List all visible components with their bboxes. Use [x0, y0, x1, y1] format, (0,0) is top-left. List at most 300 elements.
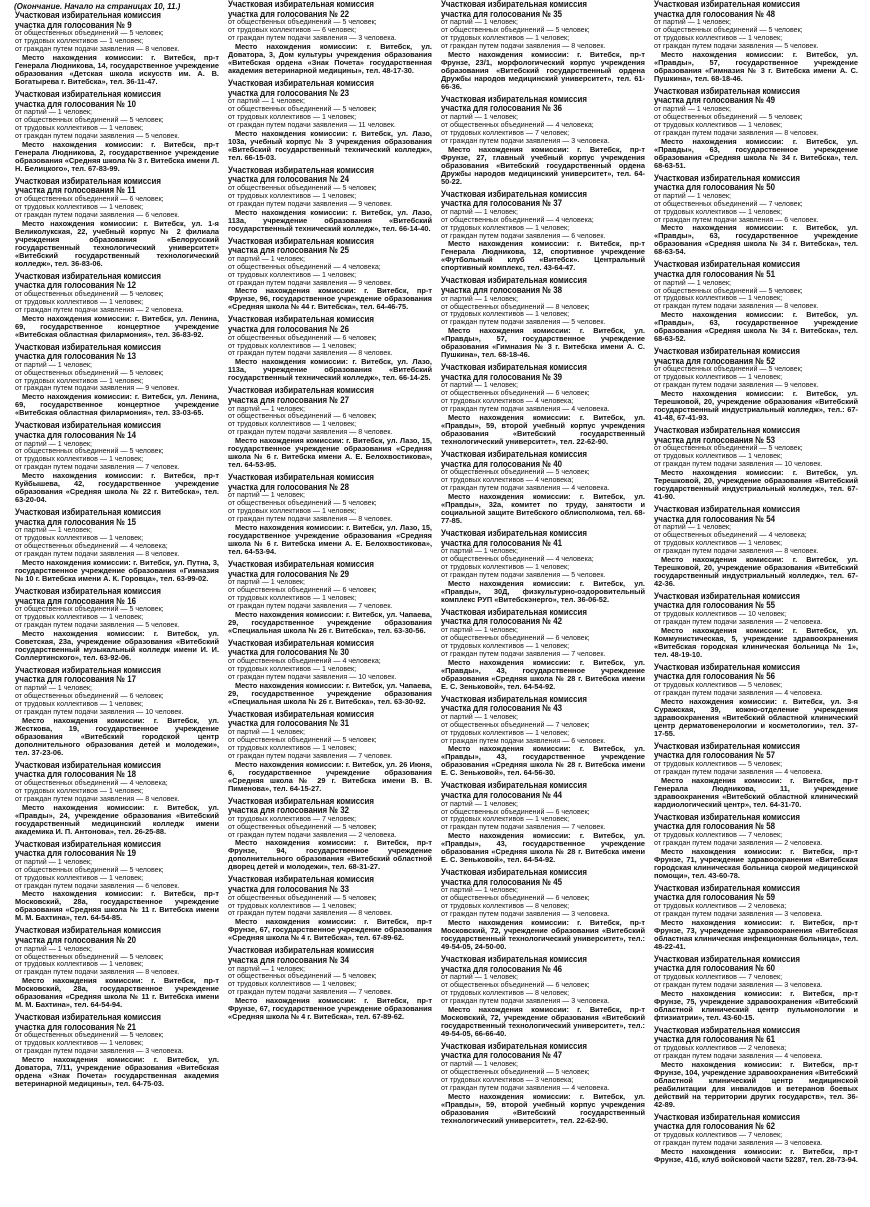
- member-count: 7 человек;: [747, 1131, 783, 1140]
- commission-location: [654, 627, 858, 659]
- member-source: от трудовых коллективов —: [441, 310, 535, 319]
- member-count: 8 человек.: [784, 302, 819, 311]
- member-source: от партий —: [15, 360, 58, 369]
- commission-location: [15, 472, 219, 504]
- commission-entry: [228, 560, 432, 635]
- column-3: [438, 0, 651, 1207]
- entry-precinct-number: участка для голосования № 14: [15, 429, 137, 440]
- commission-location: [228, 524, 432, 556]
- member-source: от общественных объединений —: [228, 183, 343, 192]
- entry-heading: Участковая избирательная комиссия: [15, 838, 161, 849]
- member-source: от граждан путем подачи заявления —: [228, 988, 359, 997]
- location-label: Место нахождения комиссии:: [22, 313, 135, 323]
- commission-entry: [441, 95, 645, 186]
- location-label: Место нахождения комиссии:: [235, 357, 353, 367]
- commission-entry: [228, 315, 432, 382]
- member-count: 1 человек;: [57, 684, 92, 693]
- member-count: 4 человека.: [571, 405, 610, 414]
- member-source: от общественных объединений —: [228, 499, 343, 508]
- member-source: от трудовых коллективов —: [228, 743, 322, 752]
- entry-precinct-number: участка для голосования № 47: [441, 1050, 563, 1061]
- member-source: от трудовых коллективов —: [15, 534, 109, 543]
- location-text: г. Витебск, пр-т Фрунзе, 67, государственное учреждение образования «Средняя школа № 4 г. Витебска», тел. 67-89-62.: [228, 917, 432, 943]
- member-source: от общественных объединений —: [654, 531, 769, 540]
- member-count: 3 человека;: [534, 1075, 574, 1084]
- commission-location: [228, 287, 432, 311]
- entry-precinct-number: участка для голосования № 36: [441, 103, 563, 114]
- member-source: от трудовых коллективов —: [228, 593, 322, 602]
- member-count: 1 человек;: [108, 699, 144, 708]
- member-source: от трудовых коллективов —: [654, 452, 748, 461]
- member-count: 7 человек.: [358, 601, 393, 610]
- location-label: Место нахождения комиссии:: [22, 218, 144, 228]
- member-count: 1 человек;: [321, 593, 357, 602]
- commission-entry: [654, 955, 858, 1022]
- member-source: от трудовых коллективов —: [441, 223, 535, 232]
- member-source: от трудовых коллективов —: [441, 34, 535, 42]
- member-source: от граждан путем подачи заявления —: [441, 1083, 572, 1092]
- commission-entry: [441, 868, 645, 951]
- member-source: от граждан путем подачи заявления —: [15, 707, 146, 716]
- member-source: от общественных объединений —: [441, 1067, 556, 1076]
- member-source: от граждан путем подачи заявления —: [441, 41, 572, 50]
- commission-location: [228, 358, 432, 382]
- entry-heading: Участковая избирательная комиссия: [15, 664, 161, 675]
- member-count: 5 человек;: [129, 952, 164, 961]
- commission-location: [15, 54, 219, 86]
- member-count: 6 человек;: [555, 389, 590, 398]
- commission-location: [654, 848, 858, 880]
- member-count: 6 человек;: [555, 633, 590, 642]
- entry-precinct-number: участка для голосования № 44: [441, 790, 563, 800]
- member-count: 3 человека.: [571, 996, 610, 1005]
- member-count: 5 человек;: [129, 116, 164, 124]
- member-count: 5 человек;: [768, 286, 803, 295]
- member-source: от трудовых коллективов —: [228, 420, 322, 429]
- member-count: 4 человека;: [342, 656, 381, 665]
- commission-location: [441, 659, 645, 691]
- location-label: Место нахождения комиссии:: [22, 471, 152, 481]
- member-source: от трудовых коллективов —: [228, 664, 322, 673]
- member-count: 1 человек;: [270, 578, 305, 587]
- location-text: г. Витебск, ул. 26 Июня, 6, государственное учреждение образования «Средняя школа № 29 г. Витебска имени В. В. Пименова», тел. 64-15-27.: [228, 759, 432, 793]
- entry-heading: Участковая избирательная комиссия: [15, 1012, 161, 1023]
- member-source: от трудовых коллективов —: [441, 1075, 535, 1084]
- member-source: от трудовых коллективов —: [654, 120, 748, 129]
- member-count: 6 человек.: [784, 215, 819, 224]
- member-count: 1 человек;: [57, 526, 92, 535]
- member-count: 4 человека;: [129, 778, 168, 787]
- member-count: 4 человека;: [555, 120, 594, 129]
- member-count: 1 человек;: [270, 964, 305, 973]
- commission-location: [228, 43, 432, 75]
- commission-entry: [228, 166, 432, 233]
- member-source: от граждан путем подачи заявления —: [654, 980, 785, 989]
- commission-entry: [15, 666, 219, 757]
- member-count: 4 человека;: [555, 555, 594, 564]
- member-count: 8 человек.: [145, 968, 180, 977]
- location-label: Место нахождения комиссии:: [22, 715, 154, 725]
- commission-location: [654, 777, 858, 809]
- location-label: Место нахождения комиссии:: [661, 554, 793, 564]
- member-source: от граждан путем подачи заявления —: [654, 838, 785, 847]
- member-source: от граждан путем подачи заявления —: [654, 215, 785, 224]
- member-count: 1 человек;: [747, 34, 783, 42]
- entry-precinct-number: участка для голосования № 56: [654, 671, 776, 682]
- member-source: от общественных объединений —: [15, 29, 130, 38]
- member-source: от трудовых коллективов —: [441, 397, 535, 406]
- commission-entry: [441, 695, 645, 778]
- location-text: г. Витебск, ул. Доватора, 3, Дом культуры учреждения образования «Витебская ордена «Знак Почета» государственная академия ветеринарной медицины», тел. 48-17-30.: [228, 41, 432, 75]
- commission-location: [228, 918, 432, 942]
- member-source: от общественных объединений —: [441, 215, 556, 224]
- location-label: Место нахождения комиссии:: [235, 207, 353, 217]
- member-count: 5 человек;: [129, 605, 164, 614]
- member-count: 7 человек.: [571, 649, 606, 658]
- location-text: г. Витебск, пр-т Генерала Людникова, 14, государственное учреждение образования «Детская школа искусств им. А. В. Богатырева г. Витебска», тел. 36-11-47.: [15, 52, 219, 86]
- member-count: 8 человек.: [145, 45, 180, 53]
- member-source: от трудовых коллективов —: [654, 1044, 748, 1053]
- member-count: 4 человека;: [129, 542, 168, 551]
- entry-precinct-number: участка для голосования № 57: [654, 750, 776, 761]
- commission-location: [654, 556, 858, 588]
- member-count: 2 человека.: [145, 305, 184, 314]
- member-source: от трудовых коллективов —: [654, 831, 748, 840]
- member-count: 3 человека.: [358, 34, 397, 42]
- entry-precinct-number: участка для голосования № 24: [228, 174, 350, 185]
- location-text: г. Витебск, пр-т Куйбышева, 42, государственное учреждение образования «Средняя школа № 22 г. Витебска», тел. 63-20-04.: [15, 471, 219, 505]
- member-source: от трудовых коллективов —: [441, 902, 535, 911]
- location-text: г. Витебск, пр-т Фрунзе, 96, государственное учреждение образования «Средняя школа № 44 г. Витебска», тел. 64-46-75.: [228, 286, 432, 312]
- member-source: от партий —: [441, 207, 484, 216]
- entry-heading: Участковая избирательная комиссия: [15, 175, 161, 186]
- location-text: г. Витебск, ул. Коммунистическая, 5, учреждение здравоохранения «Витебская городская клиническая больница № 1», тел. 48-19-10.: [654, 625, 858, 659]
- member-source: от партий —: [228, 491, 271, 500]
- location-label: Место нахождения комиссии:: [22, 1055, 154, 1065]
- location-label: Место нахождения комиссии:: [661, 625, 793, 635]
- column-1: [12, 0, 225, 1207]
- member-count: 5 человек;: [342, 893, 377, 902]
- entry-precinct-number: участка для голосования № 19: [15, 848, 137, 859]
- member-count: 4 человека;: [555, 215, 594, 224]
- member-count: 1 человек;: [747, 294, 783, 303]
- location-label: Место нахождения комиссии:: [661, 1146, 791, 1156]
- commission-location: [654, 311, 858, 343]
- continuation-note: (Окончание. Начало на страницах 10, 11.): [14, 2, 181, 11]
- location-label: Место нахождения комиссии:: [22, 52, 152, 62]
- location-text: г. Витебск, ул. Ленина, 69, государственное концертное учреждение «Витебская областная филармония», тел. 33-03-65.: [15, 392, 219, 418]
- entry-precinct-number: участка для голосования № 61: [654, 1034, 776, 1045]
- entry-heading: Участковая избирательная комиссия: [15, 420, 161, 431]
- entry-precinct-number: участка для голосования № 21: [15, 1021, 137, 1032]
- entry-precinct-number: участка для голосования № 13: [15, 351, 137, 362]
- entry-precinct-number: участка для голосования № 11: [15, 185, 136, 196]
- location-text: г. Витебск, пр-т Фрунзе, 67, государственное учреждение образования «Средняя школа № 4 г. Витебска», тел. 67-89-62.: [228, 996, 432, 1022]
- location-label: Место нахождения комиссии:: [661, 775, 791, 785]
- location-label: Место нахождения комиссии:: [448, 144, 578, 154]
- member-source: от общественных объединений —: [228, 822, 343, 831]
- member-count: 5 человек;: [555, 468, 590, 477]
- member-count: 8 человек.: [784, 128, 819, 137]
- location-label: Место нахождения комиссии:: [661, 846, 791, 856]
- commission-entry: [654, 347, 858, 422]
- entry-precinct-number: участка для голосования № 43: [441, 703, 563, 714]
- location-text: г. Витебск, ул. Лазо, 113а, учреждение образования «Витебский государственный технический колледж», тел. 66-14-25.: [228, 357, 432, 383]
- member-source: от граждан путем подачи заявления —: [441, 649, 572, 658]
- member-source: от граждан путем подачи заявления —: [654, 688, 785, 697]
- entry-heading: Участковая избирательная комиссия: [228, 945, 374, 956]
- entry-precinct-number: участка для голосования № 37: [441, 198, 563, 209]
- member-count: 1 человек;: [108, 613, 144, 622]
- commission-location: [441, 240, 645, 272]
- entry-heading: Участковая избирательная комиссия: [441, 867, 587, 878]
- location-label: Место нахождения комиссии:: [235, 286, 365, 296]
- member-source: от общественных объединений —: [441, 26, 556, 35]
- entry-heading: Участковая избирательная комиссия: [15, 270, 161, 281]
- member-source: от трудовых коллективов —: [228, 980, 322, 989]
- member-count: 5 человек;: [555, 1067, 590, 1076]
- member-count: 1 человек;: [57, 857, 92, 866]
- member-source: от трудовых коллективов —: [441, 128, 535, 137]
- entry-heading: Участковая избирательная комиссия: [441, 693, 587, 704]
- location-text: г. Витебск, ул. Лазо, 15, государственное учреждение образования «Средняя школа № 6 г. Витебска имени А. Е. Белохвостикова», тел. 64-53-94.: [228, 522, 432, 556]
- member-count: 7 человек;: [747, 973, 783, 982]
- member-count: 4 человека;: [534, 476, 574, 485]
- commission-entry: [441, 529, 645, 604]
- commission-location: [15, 220, 219, 268]
- location-label: Место нахождения комиссии:: [235, 41, 367, 51]
- member-count: 1 человек;: [270, 404, 305, 413]
- location-text: г. Витебск, пр-т Генерала Людникова, 2, государственное учреждение образования «Средняя школа № 3 г. Витебска имени Л. Н. Белицкого», тел. 67-83-99.: [15, 139, 219, 173]
- commission-entry: [441, 781, 645, 864]
- member-count: 1 человек;: [321, 901, 357, 910]
- location-text: г. Витебск, пр-т Фрунзе, 27, главный учебный корпус учреждения образования «Витебский государственный ордена Дружбы народов медицинский университет», тел. 64-50-22.: [441, 144, 645, 186]
- member-source: от граждан путем подачи заявления —: [228, 34, 359, 42]
- member-source: от трудовых коллективов —: [228, 507, 322, 516]
- member-count: 5 человек.: [571, 570, 606, 579]
- location-text: г. Витебск, ул. 3-я Суражская, 39, кожно-отделение учреждения здравоохранения «Витебский областной клинический центр дерматовенерологии и косметологии», тел. 37-17-55.: [654, 696, 858, 738]
- entry-heading: Участковая избирательная комиссия: [228, 235, 374, 246]
- member-count: 1 человек;: [534, 728, 570, 737]
- member-source: от партий —: [15, 684, 58, 693]
- entry-precinct-number: участка для голосования № 28: [228, 481, 350, 492]
- member-count: 8 человек;: [534, 902, 570, 911]
- entry-heading: Участковая избирательная комиссия: [654, 953, 800, 964]
- member-source: от граждан путем подачи заявления —: [441, 136, 572, 145]
- location-text: г. Витебск, ул. «Правды», 24, учреждение образования «Витебский государственный медицинский колледж имени академика И. П. Антонова», тел. 26-25-88.: [15, 802, 219, 836]
- member-source: от общественных объединений —: [15, 368, 130, 377]
- member-source: от трудовых коллективов —: [15, 786, 109, 795]
- entry-precinct-number: участка для голосования № 17: [15, 674, 137, 685]
- member-count: 1 человек;: [108, 202, 144, 211]
- location-text: г. Витебск, пр-т Генерала Людникова, 11, учреждение здравоохранения «Витебский областной клинический кардиологический центр», тел. 64-31-70.: [654, 775, 858, 809]
- entry-precinct-number: участка для голосования № 58: [654, 821, 776, 832]
- commission-location: [15, 630, 219, 662]
- member-count: 1 человек;: [483, 381, 518, 390]
- entry-heading: Участковая избирательная комиссия: [654, 1111, 800, 1122]
- member-source: от общественных объединений —: [15, 865, 130, 874]
- member-count: 3 человека.: [784, 980, 823, 989]
- commission-entry: [441, 276, 645, 359]
- member-source: от граждан путем подачи заявления —: [15, 881, 146, 890]
- entry-precinct-number: участка для голосования № 23: [228, 87, 350, 98]
- member-source: от граждан путем подачи заявления —: [15, 620, 146, 629]
- member-source: от партий —: [441, 547, 484, 556]
- member-count: 5 человек;: [129, 447, 164, 456]
- location-label: Место нахождения комиссии:: [661, 988, 791, 998]
- member-count: 1 человек;: [321, 980, 357, 989]
- commission-entry: [654, 1026, 858, 1109]
- commission-entry: [654, 426, 858, 501]
- member-source: от партий —: [15, 439, 58, 448]
- member-count: 5 человек;: [342, 183, 377, 192]
- member-count: 1 человек;: [57, 360, 92, 369]
- location-text: г. Витебск, пр-т Фрунзе, 104, учреждение здравоохранения «Витебский областной клинический центр медицинской реабилитации для инвалидов и ветеранов боевых действий на территории других государств», тел. 36-42-89.: [654, 1059, 858, 1109]
- location-label: Место нахождения комиссии:: [661, 49, 793, 59]
- member-source: от трудовых коллективов —: [15, 37, 109, 46]
- commission-location: [654, 1061, 858, 1109]
- commission-entry: [15, 587, 219, 662]
- commission-location: [228, 130, 432, 162]
- member-source: от граждан путем подачи заявления —: [441, 570, 572, 579]
- location-text: г. Витебск, ул. Чапаева, 29, государственное учреждение образования «Специальная школа № 26 г. Витебска», тел. 63-30-92.: [228, 680, 432, 706]
- member-count: 1 человек;: [483, 799, 518, 808]
- member-source: от граждан путем подачи заявления —: [15, 210, 146, 219]
- member-count: 5 человек.: [145, 620, 180, 629]
- member-source: от общественных объединений —: [15, 447, 130, 456]
- member-source: от общественных объединений —: [441, 981, 556, 990]
- member-source: от общественных объединений —: [228, 18, 343, 27]
- commission-entry: [228, 386, 432, 469]
- member-count: 1 человек;: [534, 310, 570, 319]
- member-count: 8 человек;: [534, 989, 570, 998]
- member-source: от граждан путем подачи заявления —: [441, 405, 572, 414]
- entry-heading: Участковая избирательная комиссия: [441, 275, 587, 286]
- member-count: 6 человек;: [342, 412, 377, 421]
- location-text: г. Витебск, пр-т Фрунзе, 75, учреждение здравоохранения «Витебский областной клинический центр пульмонологии и фтизиатрии», тел. 43-60-15.: [654, 988, 858, 1022]
- commission-entry: [15, 508, 219, 583]
- entry-precinct-number: участка для голосования № 35: [441, 8, 563, 19]
- member-count: 2 человека;: [747, 902, 787, 911]
- columns: [12, 0, 864, 1207]
- location-label: Место нахождения комиссии:: [235, 838, 365, 848]
- member-source: от трудовых коллективов —: [228, 191, 322, 200]
- member-source: от партий —: [654, 278, 697, 287]
- member-count: 5 человек;: [342, 105, 377, 113]
- member-source: от общественных объединений —: [654, 444, 769, 453]
- entry-precinct-number: участка для голосования № 53: [654, 434, 776, 445]
- member-count: 7 человек;: [747, 831, 783, 840]
- member-source: от общественных объединений —: [441, 807, 556, 816]
- member-source: от граждан путем подачи заявления —: [228, 199, 359, 208]
- commission-entry: [228, 639, 432, 706]
- member-count: 4 человека.: [571, 1083, 610, 1092]
- member-source: от граждан путем подачи заявления —: [654, 302, 785, 311]
- member-source: от общественных объединений —: [228, 972, 343, 981]
- commission-location: [228, 682, 432, 706]
- location-text: г. Витебск, ул. «Правды», 43, государственное учреждение образования «Средняя школа № 28 г. Витебска имени Е. С. Зеньковой», тел. 64-54-92.: [441, 657, 645, 691]
- member-count: 7 человек;: [321, 814, 357, 823]
- commission-location: [441, 146, 645, 186]
- member-count: 4 человека;: [768, 531, 807, 540]
- member-source: от партий —: [15, 108, 58, 117]
- location-label: Место нахождения комиссии:: [235, 128, 353, 138]
- entry-precinct-number: участка для голосования № 48: [654, 8, 776, 19]
- entry-precinct-number: участка для голосования № 42: [441, 616, 563, 627]
- location-text: г. Витебск, пр-т Московский, 28а, государственное учреждение образования «Средняя школа № 11 г. Витебска имени М. М. Бахтина», тел. 64-54-94.: [15, 976, 219, 1010]
- entry-precinct-number: участка для голосования № 10: [15, 98, 137, 109]
- location-label: Место нахождения комиссии:: [22, 392, 135, 402]
- member-source: от граждан путем подачи заявления —: [15, 384, 146, 393]
- location-text: г. Витебск, ул. «Правды», 57, государственное учреждение образования «Гимназия № 3 г. Витебска имени А. С. Пушкина», тел. 68-18-46.: [441, 326, 645, 360]
- member-count: 4 человека.: [784, 767, 823, 776]
- member-source: от партий —: [441, 886, 484, 895]
- member-count: 1 человек;: [108, 873, 144, 882]
- member-count: 6 человек.: [571, 736, 606, 745]
- member-source: от трудовых коллективов —: [441, 562, 535, 571]
- location-label: Место нахождения комиссии:: [448, 918, 578, 928]
- member-source: от граждан путем подачи заявления —: [654, 41, 785, 50]
- location-text: г. Витебск, пр-т Фрунзе, 73, учреждение здравоохранения «Витебская областная клиническая инфекционная больница», тел. 48-22-41.: [654, 917, 858, 951]
- entry-heading: Участковая избирательная комиссия: [228, 637, 374, 648]
- entry-precinct-number: участка для голосования № 49: [654, 95, 776, 106]
- member-source: от общественных объединений —: [228, 412, 343, 421]
- member-count: 1 человек;: [747, 452, 783, 461]
- member-count: 3 человека.: [571, 910, 610, 919]
- commission-location: [441, 51, 645, 91]
- commission-entry: [654, 87, 858, 170]
- member-source: от трудовых коллективов —: [654, 681, 748, 690]
- member-count: 1 человек;: [483, 1060, 518, 1069]
- member-count: 3 человека.: [571, 136, 610, 145]
- member-source: от трудовых коллективов —: [654, 760, 748, 769]
- member-count: 1 человек;: [696, 278, 731, 287]
- member-count: 1 человек;: [57, 439, 92, 448]
- location-text: г. Витебск, ул. Терешковой, 20, учреждение образования «Витебский государственный индустриальный колледж», тел.: 67-41-48, 67-41-93.: [654, 389, 858, 423]
- entry-precinct-number: участка для голосования № 20: [15, 935, 137, 945]
- location-text: г. Витебск, пр-т Московский, 72, учреждение образования «Витебский государственный технологический университет», тел.: 49-54-05, 66-66-40.: [441, 1004, 645, 1038]
- member-count: 1 человек;: [483, 625, 518, 634]
- member-source: от граждан путем подачи заявления —: [228, 278, 359, 287]
- member-source: от граждан путем подачи заявления —: [15, 550, 146, 559]
- member-count: 5 человек.: [145, 131, 180, 140]
- member-count: 1 человек;: [108, 376, 144, 385]
- member-source: от граждан путем подачи заявления —: [228, 751, 359, 760]
- member-source: от трудовых коллективов —: [228, 270, 322, 279]
- member-count: 5 человек;: [768, 26, 803, 35]
- member-count: 1 человек;: [747, 373, 783, 382]
- entry-heading: Участковая избирательная комиссия: [654, 346, 800, 357]
- entry-precinct-number: участка для голосования № 60: [654, 963, 776, 974]
- member-count: 9 человек.: [145, 384, 180, 393]
- member-count: 1 человек;: [483, 886, 518, 895]
- member-count: 5 человек;: [747, 681, 783, 690]
- entry-precinct-number: участка для голосования № 34: [228, 954, 350, 965]
- entry-heading: Участковая избирательная комиссия: [441, 527, 587, 538]
- commission-entry: [228, 875, 432, 942]
- entry-precinct-number: участка для голосования № 15: [15, 516, 137, 527]
- member-count: 6 человек;: [129, 691, 164, 700]
- member-count: 8 человек.: [358, 428, 393, 437]
- entry-heading: Участковая избирательная комиссия: [228, 0, 374, 9]
- member-source: от граждан путем подачи заявления —: [228, 909, 359, 918]
- member-source: от общественных объединений —: [441, 120, 556, 129]
- member-count: 1 человек;: [483, 294, 518, 303]
- member-count: 1 человек;: [108, 455, 144, 464]
- entry-heading: Участковая избирательная комиссия: [228, 164, 374, 175]
- member-count: 1 человек;: [321, 341, 357, 350]
- entry-precinct-number: участка для голосования № 25: [228, 245, 350, 256]
